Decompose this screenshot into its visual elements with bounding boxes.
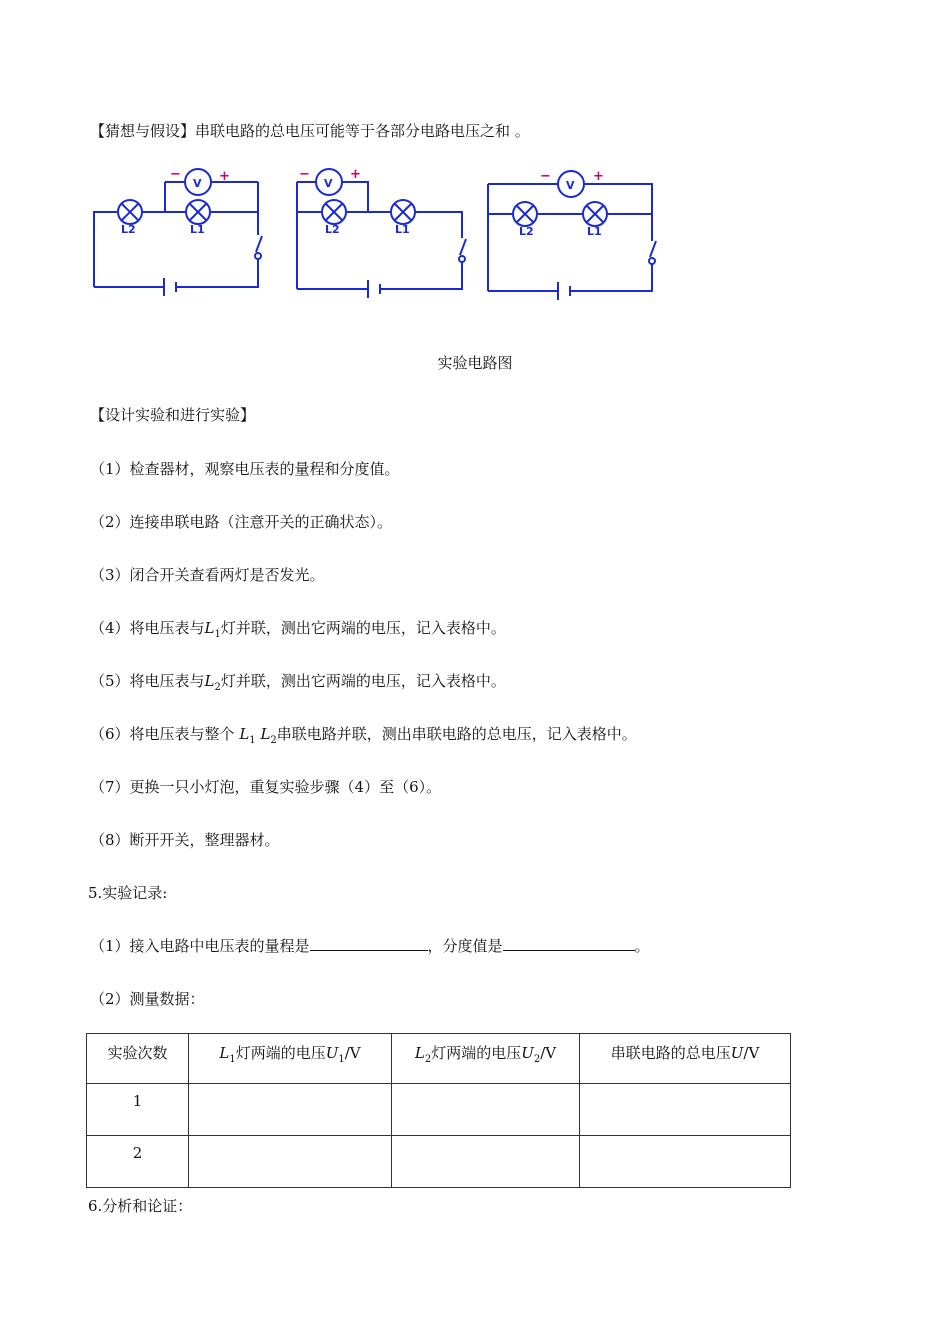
step-6-suffix: 串联电路并联，测出串联电路的总电压，记入表格中。 [276,725,637,743]
plus-sign-circuit2: + [350,167,361,182]
step-5-var: L [204,672,215,690]
step-3: （3）闭合开关查看两灯是否发光。 [90,566,325,584]
table-row [87,1084,791,1136]
h3-unit: /V [743,1044,760,1062]
h3-uvar: U [730,1044,744,1062]
h1-unit: /V [344,1044,361,1062]
lamp-label-l2-circuit3: L2 [519,225,534,238]
h1-uvar: U [325,1044,339,1062]
l2-voltage-cell[interactable] [392,1084,580,1136]
h2-var: L [414,1044,425,1062]
record-q1-middle: ，分度值是 [427,937,503,955]
step-5 [90,670,506,693]
header-trial-count: 实验次数 [87,1034,189,1084]
measurement-table [86,1033,791,1188]
step-5-suffix: 灯并联，测出它两端的电压，记入表格中。 [220,672,506,690]
header-l1-voltage [189,1034,392,1084]
step-5-sub: 2 [214,682,221,693]
step-4-sub: 1 [214,629,221,640]
lamp-label-l2-circuit2: L2 [325,223,340,236]
step-6-sub2: 2 [270,735,277,746]
h2-unit: /V [540,1044,557,1062]
header-total-voltage [580,1034,791,1084]
trial-number-cell: 1 [87,1084,189,1136]
h2-uvar: U [521,1044,534,1062]
circuit-diagram-3 [488,169,656,300]
lamp-label-l2-circuit1: L2 [121,223,136,236]
h1-mid: 灯两端的电压 [235,1044,326,1062]
total-voltage-cell[interactable] [580,1136,791,1188]
experiment-circuit-diagrams [85,160,675,310]
l1-voltage-cell[interactable] [189,1136,392,1188]
step-6-prefix: （6）将电压表与整个 [90,725,235,743]
step-4-prefix: （4）将电压表与 [90,619,205,637]
step-8: （8）断开开关，整理器材。 [90,831,280,849]
h1-usub: 1 [338,1054,345,1065]
voltmeter-symbol-circuit2: V [324,177,333,190]
record-question-2: （2）测量数据： [90,990,205,1008]
record-q1-prefix: （1）接入电路中电压表的量程是 [90,937,310,955]
division-answer-blank[interactable] [503,935,635,951]
h2-usub: 2 [533,1054,541,1065]
header-l2-voltage [392,1034,580,1084]
diagram-caption: 实验电路图 [437,354,513,372]
design-heading: 【设计实验和进行实验】 [90,406,256,424]
range-answer-blank[interactable] [310,935,428,951]
h2-mid: 灯两端的电压 [431,1044,522,1062]
record-q1-suffix: 。 [634,937,650,955]
voltmeter-symbol-circuit3: V [566,179,575,192]
h3-pre: 串联电路的总电压 [610,1044,731,1062]
minus-sign-circuit3: − [540,169,551,184]
l1-voltage-cell[interactable] [189,1084,392,1136]
lamp-label-l1-circuit2: L1 [395,223,410,236]
lamp-label-l1-circuit3: L1 [587,225,602,238]
h1-sub: 1 [229,1054,236,1065]
step-6 [90,723,637,746]
step-4-suffix: 灯并联，测出它两端的电压，记入表格中。 [220,619,506,637]
step-5-prefix: （5）将电压表与 [90,672,205,690]
analysis-heading: 6.分析和论证： [88,1197,193,1215]
plus-sign-circuit1: + [219,169,230,184]
minus-sign-circuit2: − [299,167,310,182]
total-voltage-cell[interactable] [580,1084,791,1136]
step-6-var2: L [260,725,271,743]
step-6-sub1: 1 [249,735,256,746]
trial-number-cell: 2 [87,1136,189,1188]
voltmeter-symbol-circuit1: V [193,177,202,190]
table-row [87,1136,791,1188]
hypothesis-text: 【猜想与假设】串联电路的总电压可能等于各部分电路电压之和 。 [90,122,530,140]
step-6-var1: L [239,725,250,743]
step-1: （1）检查器材，观察电压表的量程和分度值。 [90,460,400,478]
circuit-diagram-2 [297,167,466,298]
circuit-diagram-1 [94,167,262,296]
plus-sign-circuit3: + [593,169,604,184]
l2-voltage-cell[interactable] [392,1136,580,1188]
h2-sub: 2 [424,1054,432,1065]
h1-var: L [219,1044,230,1062]
record-question-1 [90,935,650,956]
step-4-var: L [204,619,215,637]
minus-sign-circuit1: − [170,167,181,182]
step-4 [90,617,506,640]
table-header-row [87,1034,791,1084]
record-heading: 5.实验记录: [88,884,168,902]
lamp-label-l1-circuit1: L1 [190,223,205,236]
step-7: （7）更换一只小灯泡，重复实验步骤（4）至（6）。 [90,778,442,796]
step-2: （2）连接串联电路（注意开关的正确状态）。 [90,513,393,531]
